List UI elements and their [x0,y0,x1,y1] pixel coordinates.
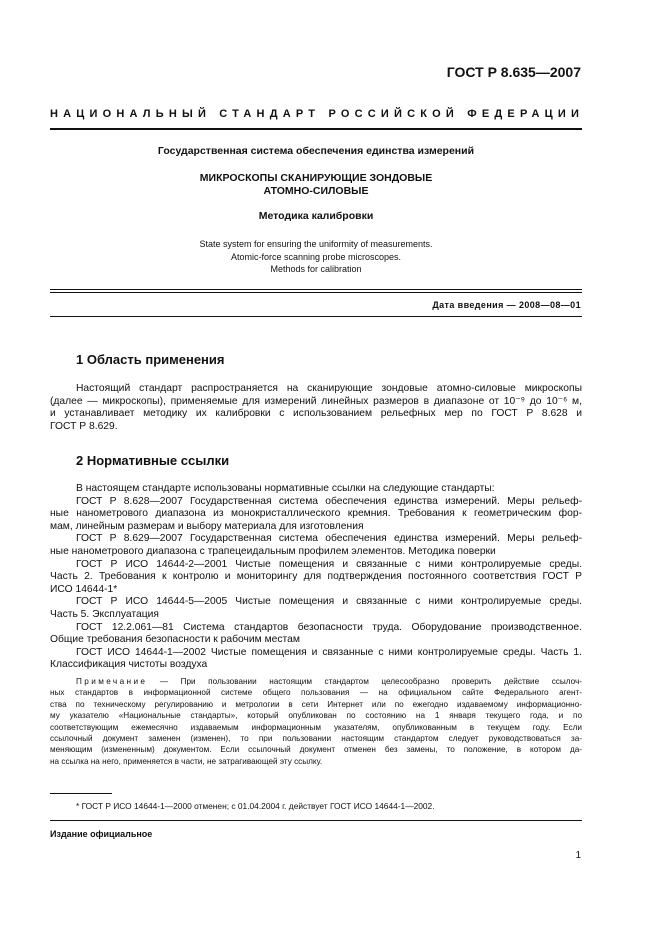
note-line: му указателю «Национальные стандарты», который опубликован по состоянию на 1 января текущего года, и по [50,711,582,721]
text-line: и устанавливает методику их калибровки с использованием рельефных мер по ГОСТ Р 8.628 и [50,408,582,420]
gost-number: ГОСТ Р 8.635—2007 [446,64,581,80]
method-title: Методика калибровки [258,210,374,222]
section-2-heading: 2 Нормативные ссылки [76,453,230,468]
reference-line: мам, линейным размерам и выбору материала для изготовления [50,520,364,532]
title-divider [50,292,582,293]
document-title [50,172,582,198]
reference-line: ные нанометрового диапазона с трапецеидальным профилем элементов. Методика поверки [50,545,496,557]
footnote: * ГОСТ Р ИСО 14644-1—2000 отменен; с 01.04.2004 г. действует ГОСТ ИСО 14644-1—2002. [76,801,435,811]
english-title-line: Atomic-force scanning probe microscopes. [230,251,402,262]
reference-line: Часть 5. Эксплуатация [50,608,159,620]
reference-line: Общие требования безопасности к рабочим местам [50,634,300,646]
reference-line: ГОСТ Р ИСО 14644-2—2001 Чистые помещения и связанные с ними контролируемые среды. [76,558,582,570]
reference-line: Часть 2. Требования к контролю и мониторингу для подтверждения постоянного соответствия ГОСТ Р [50,571,582,583]
introduction-date: Дата введения — 2008—08—01 [432,300,581,310]
reference-line: Классификация чистоты воздуха [50,659,208,671]
document-title-line-2: АТОМНО-СИЛОВЫЕ [263,185,369,197]
system-title: Государственная система обеспечения единства измерений [157,145,475,157]
section-1-body [50,383,582,433]
note-line: меняющим (измененным) документом. Если ссылочный документ отменен без замены, то положение, в котором да- [50,745,582,755]
note-line [50,676,582,687]
header-divider [50,128,582,130]
section-2-body [50,483,582,672]
note-block [50,676,582,767]
note-line: ства по техническому регулированию и метрологии в сети Интернет или по ежегодно издаваемому информационно- [50,699,582,709]
note-text: — При пользовании настоящим стандартом целесообразно проверить действие ссылоч- [147,677,582,686]
note-label: Примечание [76,677,148,686]
text-line: (далее — микроскопы), применяемые для измерений линейных размеров в диапазоне от 10⁻⁹ до 10⁻⁶ м, [50,395,582,407]
english-title-line: Methods for calibration [270,264,362,274]
text-line: Настоящий стандарт распространяется на сканирующие зондовые атомно-силовые микроскопы [76,383,582,394]
reference-line: ГОСТ Р 8.628—2007 Государственная система обеспечения единства измерений. Меры рельеф- [76,495,582,507]
page-number: 1 [575,850,581,861]
reference-line: ГОСТ 12.2.061—81 Система стандартов безопасности труда. Оборудование производственное. [76,621,582,633]
section-1-heading: 1 Область применения [76,352,225,367]
note-line: соответствующим ежемесячно издаваемым информационным указателям, опубликованным в текущем году. Если [50,722,582,732]
note-line: ссылочный документ заменен (изменен), то при пользовании настоящим стандартом следует руководствоваться за- [50,734,582,744]
reference-line: ГОСТ Р 8.629—2007 Государственная система обеспечения единства измерений. Меры рельеф- [76,533,582,545]
english-title [50,238,582,276]
footnote-divider [50,793,112,794]
edition-label: Издание официальное [50,829,153,839]
national-standard-banner: НАЦИОНАЛЬНЫЙ СТАНДАРТ РОССИЙСКОЙ ФЕДЕРАЦИИ [50,108,585,120]
title-divider [50,289,582,290]
reference-line: ГОСТ ИСО 14644-1—2002 Чистые помещения и связанные с ними контролируемые среды. Часть 1. [76,646,582,658]
text-line: В настоящем стандарте использованы нормативные ссылки на следующие стандарты: [76,483,495,494]
document-title-line-1: МИКРОСКОПЫ СКАНИРУЮЩИЕ ЗОНДОВЫЕ [199,172,433,184]
date-divider [50,316,582,317]
text-line: ГОСТ Р 8.629. [50,420,118,432]
english-title-line: State system for ensuring the uniformity of measurements. [199,239,433,249]
note-line: на ссылка на него, применяется в части, не затрагивающей эту ссылку. [50,756,323,766]
reference-line: ГОСТ Р ИСО 14644-5—2005 Чистые помещения и связанные с ними контролируемые среды. [76,596,582,608]
note-line: ных стандартов в информационной системе общего пользования — на официальном сайте Федерального агент- [50,688,582,698]
reference-line: ИСО 14644-1* [50,583,118,595]
reference-line: ные нанометрового диапазона из монокристаллического кремния. Требования к геометрическим фор- [50,508,582,520]
footer-divider [50,820,582,821]
